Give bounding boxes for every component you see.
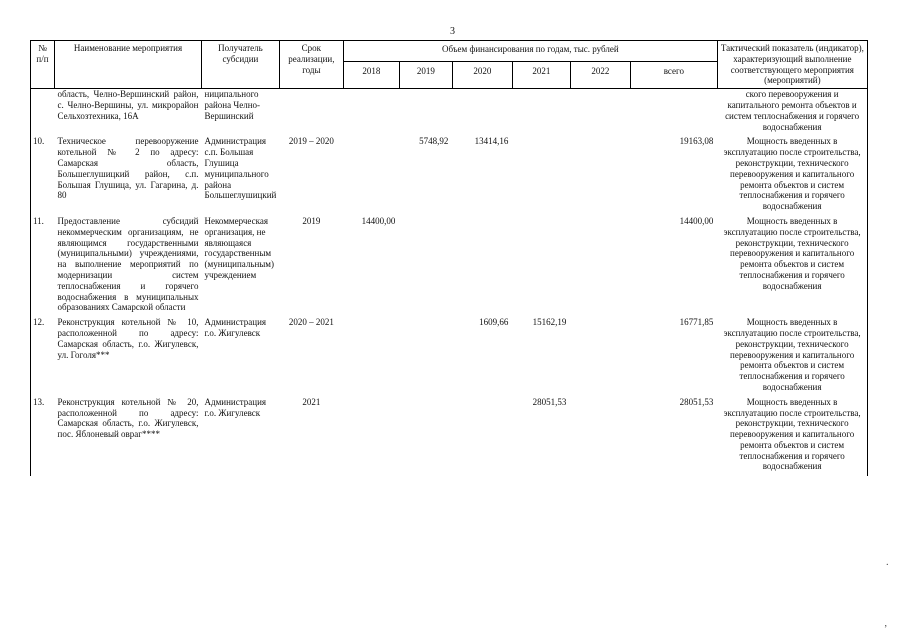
row-total: 16771,85	[679, 317, 714, 328]
row-2019	[399, 317, 452, 397]
row-2018	[343, 317, 399, 397]
header-term: Срок реализации, годы	[279, 41, 343, 89]
row-2020: 13414,16	[474, 136, 509, 147]
header-funding: Объем финансирования по годам, тыс. рублей	[343, 41, 717, 62]
row-name: область, Челно-Вершинский район, с. Челно-Вершины, ул. микрорайон Сельхозтехника, 16А	[57, 89, 199, 121]
header-year-2022: 2022	[570, 61, 630, 89]
header-name: Наименование мероприятия	[55, 41, 202, 89]
header-year-2018: 2018	[343, 61, 399, 89]
row-term	[279, 89, 343, 137]
row-num: 13.	[31, 397, 55, 477]
row-total	[630, 89, 717, 137]
header-num: № п/п	[31, 41, 55, 89]
header-year-2021: 2021	[512, 61, 570, 89]
row-recipient: Некоммерческая организация, не являющаяся государственным (муниципальным) учреждением	[204, 215, 274, 280]
header-total: всего	[630, 61, 717, 89]
row-2018	[343, 136, 399, 216]
row-2022	[570, 136, 630, 216]
row-name: Реконструкция котельной № 10, расположенной по адресу: Самарская область, г.о. Жигулевск, ул. Гоголя***	[57, 317, 199, 360]
row-2019: 5748,92	[419, 136, 449, 147]
row-2021: 28051,53	[532, 396, 567, 407]
row-2022	[570, 216, 630, 317]
row-num	[31, 89, 55, 137]
row-recipient: Администрация с.п. Большая Глушица муниципального района Большеглушицкий	[204, 136, 277, 201]
row-term: 2021	[302, 396, 321, 407]
row-indicator: Мощность введенных в эксплуатацию после строительства, реконструкции, технического перевооружения и капитального ремонта объектов и систем теплоснабжения и горячего водоснабжения	[717, 136, 867, 216]
row-total: 14400,00	[679, 215, 714, 226]
row-num: 10.	[31, 136, 55, 216]
row-2021: 15162,19	[532, 317, 567, 328]
header-recipient: Получатель субсидии	[202, 41, 280, 89]
row-indicator: Мощность введенных в эксплуатацию после строительства, реконструкции, технического перевооружения и капитального ремонта объектов и систем теплоснабжения и горячего водоснабжения	[717, 216, 867, 317]
header-year-2019: 2019	[399, 61, 452, 89]
row-2021	[512, 89, 570, 137]
table-row	[31, 136, 868, 216]
scan-mark: ·	[885, 560, 889, 571]
table-row	[31, 317, 868, 397]
row-2018: 14400,00	[361, 215, 396, 226]
row-recipient: Администрация г.о. Жигулевск	[204, 396, 267, 418]
row-name: Техническое перевооружение котельной № 2 по адресу: Самарская область, Большеглушицкий район, с.п. Большая Глушица, ул. Гагарина, д. 80	[57, 136, 199, 201]
header-year-2020: 2020	[452, 61, 512, 89]
scan-mark: ,	[884, 618, 887, 629]
row-indicator: Мощность введенных в эксплуатацию после строительства, реконструкции, технического перевооружения и капитального ремонта объектов и систем теплоснабжения и горячего водоснабжения	[717, 317, 867, 397]
row-2022	[570, 89, 630, 137]
row-2019	[399, 397, 452, 477]
row-2020	[452, 89, 512, 137]
row-recipient: ниципального района Челно-Вершинский	[204, 89, 261, 121]
table-row	[31, 89, 868, 137]
row-2020: 1609,66	[479, 317, 509, 328]
row-term: 2019 – 2020	[288, 136, 334, 147]
page-number: 3	[450, 26, 455, 37]
header-row-1	[31, 41, 868, 62]
row-indicator: Мощность введенных в эксплуатацию после строительства, реконструкции, технического перевооружения и капитального ремонта объектов и систем теплоснабжения и горячего водоснабжения	[717, 397, 867, 477]
row-total: 19163,08	[679, 136, 714, 147]
row-2021	[512, 216, 570, 317]
row-name: Реконструкция котельной № 20, расположенной по адресу: Самарская область, г.о. Жигулевск, пос. Яблоневый овраг****	[57, 396, 199, 440]
row-term: 2019	[302, 215, 321, 226]
header-indicator: Тактический показатель (индикатор), характеризующий выполнение соответствующего мероприятия (мероприятий)	[717, 41, 867, 89]
row-2020	[452, 397, 512, 477]
row-indicator: ского перевооружения и капитального ремонта объектов и систем теплоснабжения и горячего водоснабжения	[717, 89, 867, 137]
row-2020	[452, 216, 512, 317]
row-2019	[399, 216, 452, 317]
row-2018	[343, 89, 399, 137]
row-2018	[343, 397, 399, 477]
row-2022	[570, 317, 630, 397]
funding-table-container	[30, 40, 868, 476]
row-2022	[570, 397, 630, 477]
row-num: 11.	[31, 216, 55, 317]
row-2019	[399, 89, 452, 137]
row-recipient: Администрация г.о. Жигулевск	[204, 317, 267, 338]
table-row	[31, 216, 868, 317]
row-total: 28051,53	[679, 396, 714, 407]
row-num: 12.	[31, 317, 55, 397]
table-row	[31, 397, 868, 477]
row-name: Предоставление субсидий некоммерческим организациям, не являющимся государственными (муниципальными) учреждениями, на выполнение мероприятий по модернизации систем теплоснабжения и горячего водоснабжения в муниципальных образованиях Самарской области	[57, 215, 199, 313]
funding-table	[30, 40, 868, 476]
row-2021	[512, 136, 570, 216]
row-term: 2020 – 2021	[288, 317, 334, 328]
